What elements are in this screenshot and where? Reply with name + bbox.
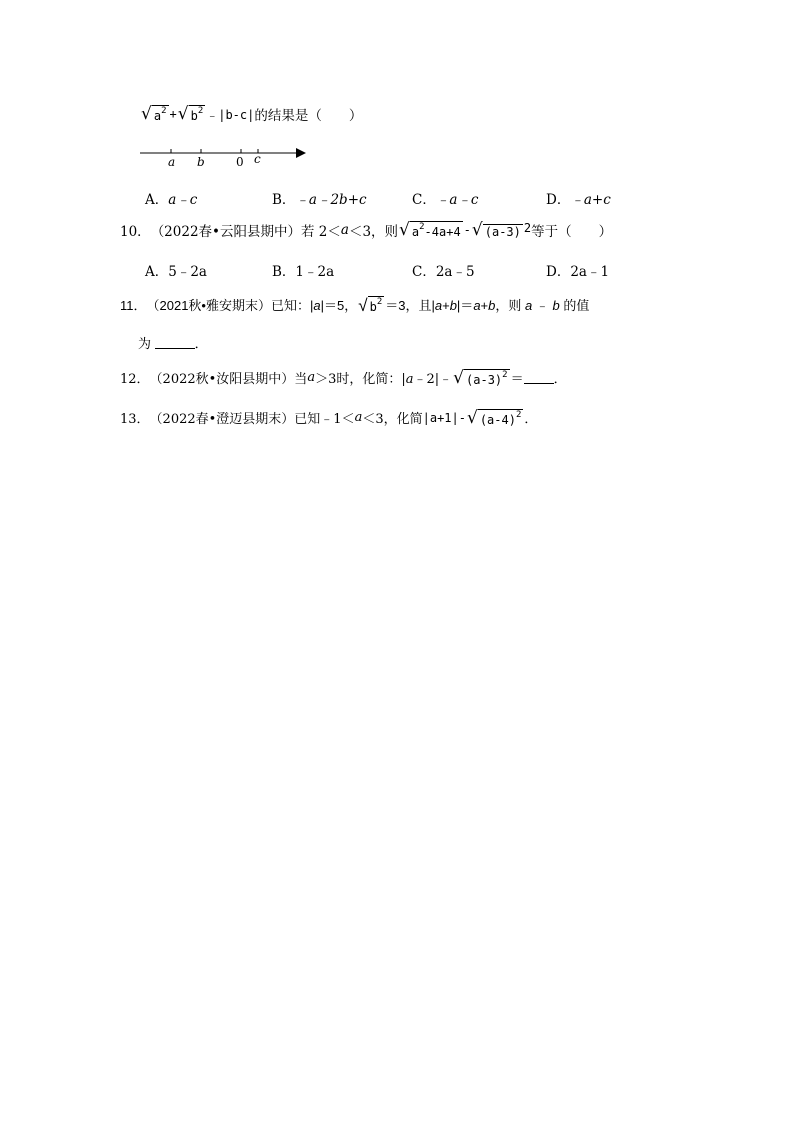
sqrt-a2-4a-4: √ $a^2-4a+4$ [399, 220, 461, 240]
q10-option-a[interactable]: A．5﹣2a [145, 264, 207, 280]
numberline-label-b: b [197, 155, 205, 169]
q9-stem: √ $a^2$ + √ $b^2$ ﹣|b-c| 的结果是（ ） [141, 104, 363, 124]
sqrt-b2: √ $b^2$ [177, 104, 204, 124]
sqrt-a-3-squared-q12: √ $(a-3)^2$ [453, 367, 508, 388]
q10-option-b[interactable]: B．1﹣2a [272, 264, 335, 280]
q9-option-a[interactable]: A．a﹣c [145, 192, 198, 208]
q12-stem: 12． （2022秋•汝阳县期中）当 a ＞3时，化简： |a﹣2|﹣ √ $(a-3)^2$ ＝ ． [120, 367, 567, 388]
q11-answer-blank[interactable] [155, 336, 195, 349]
q11-line2: 为 ． [138, 336, 208, 351]
q9-option-c[interactable]: C．﹣a﹣c [412, 192, 479, 208]
q11-stem: 11． （2021秋•雅安期末）已知： |a|＝5 ， √ $b^2$ ＝3，且 |a+b|＝a+b ，则 a ﹣ b 的值 [120, 295, 590, 315]
q10-stem: 10． （2022春•云阳县期中）若 2＜ a ＜3，则 √ $a^2-4a+4$ - √ (a-3) 2 等于（ ） [120, 219, 613, 240]
q9-option-b[interactable]: B．﹣a﹣2b+c [272, 192, 367, 208]
sqrt-a-3-squared: √ (a-3) [471, 219, 521, 240]
sqrt-b2-q11: √ $b^2$ [358, 295, 383, 315]
sqrt-a2: √ $a^2$ [141, 104, 167, 124]
q10-option-c[interactable]: C．2a﹣5 [412, 264, 475, 280]
numberline-label-a: a [168, 155, 176, 169]
q9-stem-tail: 的结果是（ ） [254, 108, 363, 124]
q13-stem: 13． （2022春•澄迈县期末）已知﹣1＜ a ＜3，化简 |a+1|- √ $(a-4)^2$ ． [120, 407, 538, 428]
numberline-label-c: c [254, 152, 261, 166]
sqrt-a-4-squared: √ $(a-4)^2$ [466, 407, 522, 428]
q12-answer-blank[interactable] [524, 371, 554, 384]
q10-option-d[interactable]: D．2a﹣1 [546, 264, 610, 280]
numberline-label-0: 0 [236, 155, 244, 169]
q9-option-d[interactable]: D．﹣a+c [546, 192, 611, 208]
number-line [138, 145, 318, 169]
